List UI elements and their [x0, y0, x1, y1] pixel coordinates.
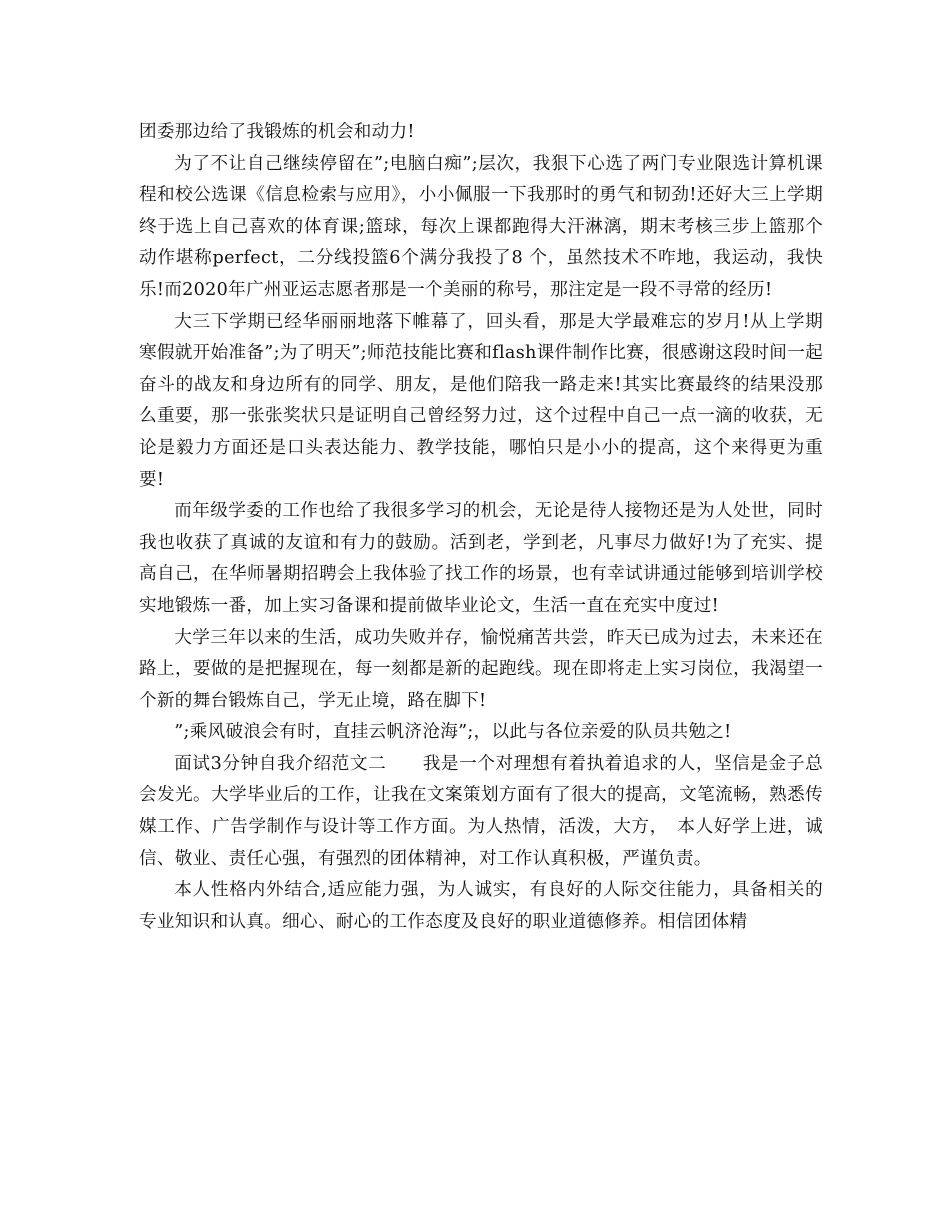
paragraph-computer-courses: 为了不让自己继续停留在”;电脑白痴”;层次，我狠下心选了两门专业限选计算机课程和校公选课《信息检索与应用》，小小佩服一下我那时的勇气和韧劲!还好大三上学期终于选上自己喜欢的体育课;篮球，每次上课都跑得大汗淋漓，期末考核三步上篮那个动作堪称perfect，二分线投篮6个满分我投了8 个，虽然技术不咋地，我运动，我快乐!而2020年广州亚运志愿者那是一个美丽的称号，那注定是一段不寻常的经历! — [139, 153, 823, 300]
paragraph-junior-year: 大三下学期已经华丽丽地落下帷幕了，回头看，那是大学最难忘的岁月!从上学期寒假就开始准备”;为了明天”;师范技能比赛和flash课件制作比赛，很感谢这段时间一起奋斗的战友和身边所有的同学、朋友，是他们陪我一路走来!其实比赛最终的结果没那么重要，那一张张奖状只是证明自己曾经努力过，这个过程中自己一点一滴的收获，无论是毅力方面还是口头表达能力、教学技能，哪怕只是小小的提高，这个来得更为重要! — [139, 311, 823, 490]
paragraph-personality: 本人性格内外结合,适应能力强，为人诚实，有良好的人际交往能力，具备相关的专业知识和认真。细心、耐心的工作态度及良好的职业道德修养。相信团体精 — [139, 880, 823, 932]
paragraph-continuation: 团委那边给了我锻炼的机会和动力! — [139, 122, 415, 142]
paragraph-three-years: 大学三年以来的生活，成功失败并存，愉悦痛苦共尝，昨天已成为过去，未来还在路上，要做的是把握现在，每一刻都是新的起跑线。现在即将走上实习岗位，我渴望一个新的舞台锻炼自己，学无止境，路在脚下! — [139, 627, 823, 711]
paragraph-sample-two: 面试3分钟自我介绍范文二 我是一个对理想有着执着追求的人，坚信是金子总会发光。大学毕业后的工作，让我在文案策划方面有了很大的提高，文笔流畅，熟悉传媒工作、广告学制作与设计等工作方面。为人热情，活泼，大方， 本人好学上进，诚信、敬业、责任心强，有强烈的团体精神，对工作认真积极，严谨负责。 — [139, 753, 823, 869]
paragraph-motto: ”;乘风破浪会有时，直挂云帆济沧海”;，以此与各位亲爱的队员共勉之! — [174, 722, 732, 743]
document-body — [139, 117, 823, 938]
paragraph-class-committee: 而年级学委的工作也给了我很多学习的机会，无论是待人接物还是为人处世，同时我也收获了真诚的友谊和有力的鼓励。活到老，学到老，凡事尽力做好!为了充实、提高自己，在华师暑期招聘会上我体验了找工作的场景，也有幸试讲通过能够到培训学校实地锻炼一番，加上实习备课和提前做毕业论文，生活一直在充实中度过! — [139, 501, 823, 616]
